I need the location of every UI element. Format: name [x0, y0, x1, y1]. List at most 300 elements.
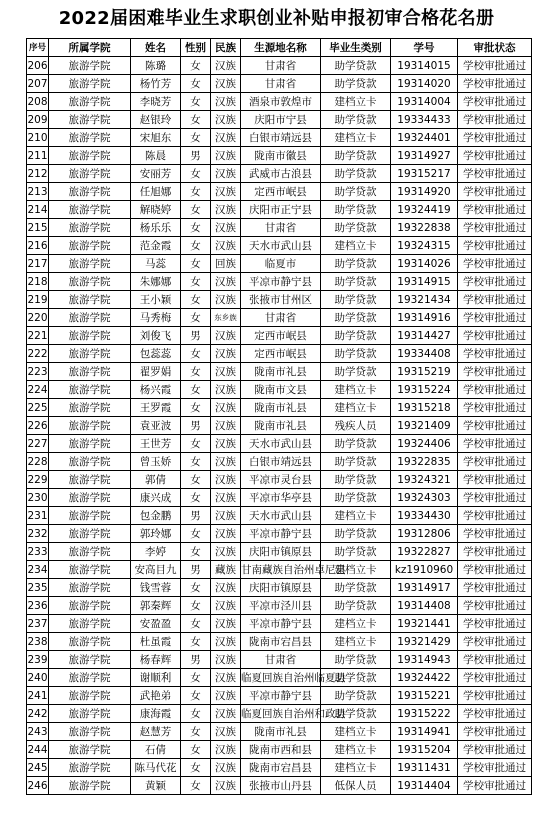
cell-name: 马秀梅 [131, 309, 181, 327]
cell-category: 助学贷款 [321, 705, 391, 723]
cell-gender: 女 [181, 705, 211, 723]
cell-gender: 男 [181, 507, 211, 525]
cell-status: 学校审批通过 [458, 705, 532, 723]
cell-category: 助学贷款 [321, 255, 391, 273]
cell-category: 助学贷款 [321, 489, 391, 507]
cell-status: 学校审批通过 [458, 471, 532, 489]
cell-gender: 女 [181, 57, 211, 75]
cell-name: 任旭娜 [131, 183, 181, 201]
cell-status: 学校审批通过 [458, 633, 532, 651]
cell-college: 旅游学院 [49, 417, 131, 435]
cell-student-id: kz1910960 [391, 561, 458, 579]
cell-seq: 244 [27, 741, 49, 759]
cell-origin: 张掖市甘州区 [241, 291, 321, 309]
cell-origin: 平凉市泾川县 [241, 597, 321, 615]
cell-status: 学校审批通过 [458, 615, 532, 633]
cell-student-id: 19324419 [391, 201, 458, 219]
cell-status: 学校审批通过 [458, 75, 532, 93]
cell-origin: 天水市武山县 [241, 435, 321, 453]
cell-origin: 庆阳市镇原县 [241, 543, 321, 561]
cell-gender: 女 [181, 759, 211, 777]
cell-category: 助学贷款 [321, 111, 391, 129]
cell-student-id: 19314943 [391, 651, 458, 669]
cell-origin: 陇南市礼县 [241, 723, 321, 741]
cell-student-id: 19322835 [391, 453, 458, 471]
cell-origin: 临夏回族自治州临夏县 [241, 669, 321, 687]
table-row [27, 165, 532, 183]
cell-name: 朱娜娜 [131, 273, 181, 291]
cell-status: 学校审批通过 [458, 291, 532, 309]
cell-seq: 211 [27, 147, 49, 165]
cell-origin: 甘肃省 [241, 57, 321, 75]
cell-college: 旅游学院 [49, 705, 131, 723]
cell-status: 学校审批通过 [458, 579, 532, 597]
cell-seq: 237 [27, 615, 49, 633]
cell-name: 王罗霞 [131, 399, 181, 417]
cell-seq: 218 [27, 273, 49, 291]
cell-college: 旅游学院 [49, 561, 131, 579]
cell-category: 助学贷款 [321, 219, 391, 237]
cell-ethnicity: 汉族 [211, 453, 241, 471]
cell-status: 学校审批通过 [458, 327, 532, 345]
table-row [27, 183, 532, 201]
cell-student-id: 19334433 [391, 111, 458, 129]
cell-college: 旅游学院 [49, 669, 131, 687]
cell-origin: 甘南藏族自治州卓尼县 [241, 561, 321, 579]
cell-origin: 陇南市礼县 [241, 363, 321, 381]
cell-status: 学校审批通过 [458, 219, 532, 237]
cell-gender: 女 [181, 615, 211, 633]
cell-student-id: 19314915 [391, 273, 458, 291]
cell-status: 学校审批通过 [458, 363, 532, 381]
cell-seq: 219 [27, 291, 49, 309]
cell-category: 助学贷款 [321, 201, 391, 219]
cell-name: 翟罗娟 [131, 363, 181, 381]
cell-gender: 女 [181, 165, 211, 183]
cell-origin: 庆阳市镇原县 [241, 579, 321, 597]
cell-name: 郭倩 [131, 471, 181, 489]
cell-student-id: 19311431 [391, 759, 458, 777]
cell-name: 陈马代花 [131, 759, 181, 777]
cell-seq: 235 [27, 579, 49, 597]
table-row [27, 291, 532, 309]
cell-category: 助学贷款 [321, 345, 391, 363]
cell-origin: 甘肃省 [241, 651, 321, 669]
cell-seq: 206 [27, 57, 49, 75]
table-row [27, 687, 532, 705]
cell-status: 学校审批通过 [458, 57, 532, 75]
cell-seq: 241 [27, 687, 49, 705]
cell-ethnicity: 汉族 [211, 417, 241, 435]
cell-student-id: 19314020 [391, 75, 458, 93]
cell-gender: 女 [181, 435, 211, 453]
cell-ethnicity: 汉族 [211, 75, 241, 93]
cell-gender: 女 [181, 471, 211, 489]
table-row [27, 543, 532, 561]
cell-gender: 女 [181, 525, 211, 543]
table-header-row [27, 39, 532, 57]
cell-gender: 女 [181, 75, 211, 93]
cell-ethnicity: 汉族 [211, 291, 241, 309]
cell-college: 旅游学院 [49, 237, 131, 255]
cell-status: 学校审批通过 [458, 237, 532, 255]
cell-seq: 224 [27, 381, 49, 399]
cell-category: 助学贷款 [321, 471, 391, 489]
cell-seq: 210 [27, 129, 49, 147]
cell-name: 包蕊蕊 [131, 345, 181, 363]
table-row [27, 129, 532, 147]
cell-category: 助学贷款 [321, 327, 391, 345]
table-row [27, 669, 532, 687]
table-row [27, 435, 532, 453]
cell-category: 建档立卡 [321, 399, 391, 417]
cell-seq: 238 [27, 633, 49, 651]
table-row [27, 345, 532, 363]
cell-gender: 女 [181, 777, 211, 795]
cell-category: 建档立卡 [321, 93, 391, 111]
table-row [27, 219, 532, 237]
cell-college: 旅游学院 [49, 489, 131, 507]
cell-category: 残疾人员 [321, 417, 391, 435]
cell-origin: 陇南市西和县 [241, 741, 321, 759]
cell-seq: 228 [27, 453, 49, 471]
cell-ethnicity: 汉族 [211, 723, 241, 741]
cell-college: 旅游学院 [49, 579, 131, 597]
cell-ethnicity: 汉族 [211, 633, 241, 651]
table-row [27, 147, 532, 165]
cell-name: 郭玲娜 [131, 525, 181, 543]
table-row [27, 417, 532, 435]
table-row [27, 777, 532, 795]
cell-ethnicity: 汉族 [211, 183, 241, 201]
table-row [27, 759, 532, 777]
cell-college: 旅游学院 [49, 471, 131, 489]
cell-gender: 女 [181, 543, 211, 561]
cell-gender: 女 [181, 687, 211, 705]
table-row [27, 111, 532, 129]
cell-status: 学校审批通过 [458, 165, 532, 183]
cell-student-id: 19314941 [391, 723, 458, 741]
cell-seq: 233 [27, 543, 49, 561]
cell-ethnicity: 汉族 [211, 615, 241, 633]
cell-student-id: 19312806 [391, 525, 458, 543]
cell-ethnicity: 汉族 [211, 759, 241, 777]
cell-seq: 216 [27, 237, 49, 255]
cell-ethnicity: 汉族 [211, 507, 241, 525]
cell-gender: 女 [181, 183, 211, 201]
cell-status: 学校审批通过 [458, 561, 532, 579]
cell-college: 旅游学院 [49, 633, 131, 651]
table-row [27, 75, 532, 93]
cell-student-id: 19324422 [391, 669, 458, 687]
cell-status: 学校审批通过 [458, 201, 532, 219]
cell-student-id: 19314404 [391, 777, 458, 795]
cell-student-id: 19314026 [391, 255, 458, 273]
cell-ethnicity: 汉族 [211, 471, 241, 489]
table-body [27, 57, 532, 795]
cell-status: 学校审批通过 [458, 147, 532, 165]
cell-college: 旅游学院 [49, 309, 131, 327]
cell-name: 郭秦辉 [131, 597, 181, 615]
cell-origin: 酒泉市敦煌市 [241, 93, 321, 111]
table-row [27, 525, 532, 543]
cell-name: 杜虽霞 [131, 633, 181, 651]
table-row [27, 705, 532, 723]
cell-college: 旅游学院 [49, 147, 131, 165]
cell-ethnicity: 汉族 [211, 435, 241, 453]
cell-college: 旅游学院 [49, 111, 131, 129]
cell-name: 康兴成 [131, 489, 181, 507]
cell-gender: 女 [181, 273, 211, 291]
cell-student-id: 19314015 [391, 57, 458, 75]
cell-college: 旅游学院 [49, 93, 131, 111]
cell-status: 学校审批通过 [458, 345, 532, 363]
cell-category: 助学贷款 [321, 363, 391, 381]
cell-name: 包金鹏 [131, 507, 181, 525]
table-row [27, 489, 532, 507]
cell-status: 学校审批通过 [458, 273, 532, 291]
cell-seq: 226 [27, 417, 49, 435]
cell-category: 建档立卡 [321, 741, 391, 759]
roster-table [26, 38, 532, 795]
cell-student-id: 19315218 [391, 399, 458, 417]
cell-student-id: 19334430 [391, 507, 458, 525]
cell-seq: 243 [27, 723, 49, 741]
cell-name: 安盈盈 [131, 615, 181, 633]
cell-name: 钱雪蓉 [131, 579, 181, 597]
cell-college: 旅游学院 [49, 507, 131, 525]
col-header-origin: 生源地名称 [241, 39, 321, 57]
cell-seq: 234 [27, 561, 49, 579]
cell-origin: 天水市武山县 [241, 507, 321, 525]
cell-gender: 女 [181, 201, 211, 219]
cell-name: 李婷 [131, 543, 181, 561]
cell-ethnicity: 汉族 [211, 543, 241, 561]
cell-gender: 女 [181, 219, 211, 237]
cell-student-id: 19334408 [391, 345, 458, 363]
col-header-college: 所属学院 [49, 39, 131, 57]
cell-student-id: 19322827 [391, 543, 458, 561]
cell-category: 助学贷款 [321, 453, 391, 471]
cell-name: 曾玉娇 [131, 453, 181, 471]
cell-college: 旅游学院 [49, 615, 131, 633]
cell-origin: 陇南市礼县 [241, 417, 321, 435]
table-row [27, 597, 532, 615]
cell-student-id: 19315217 [391, 165, 458, 183]
cell-ethnicity: 东乡族 [211, 309, 241, 327]
cell-college: 旅游学院 [49, 327, 131, 345]
cell-name: 赵银玲 [131, 111, 181, 129]
cell-seq: 232 [27, 525, 49, 543]
table-row [27, 507, 532, 525]
cell-college: 旅游学院 [49, 57, 131, 75]
cell-origin: 甘肃省 [241, 219, 321, 237]
cell-status: 学校审批通过 [458, 777, 532, 795]
cell-student-id: 19321409 [391, 417, 458, 435]
cell-category: 建档立卡 [321, 723, 391, 741]
cell-seq: 217 [27, 255, 49, 273]
table-row [27, 237, 532, 255]
cell-ethnicity: 汉族 [211, 273, 241, 291]
cell-seq: 240 [27, 669, 49, 687]
cell-ethnicity: 汉族 [211, 219, 241, 237]
cell-category: 建档立卡 [321, 615, 391, 633]
table-row [27, 201, 532, 219]
cell-college: 旅游学院 [49, 525, 131, 543]
cell-status: 学校审批通过 [458, 129, 532, 147]
cell-ethnicity: 汉族 [211, 741, 241, 759]
cell-college: 旅游学院 [49, 723, 131, 741]
table-row [27, 723, 532, 741]
cell-college: 旅游学院 [49, 543, 131, 561]
col-header-student-id: 学号 [391, 39, 458, 57]
col-header-seq: 序号 [27, 39, 49, 57]
table-row [27, 93, 532, 111]
cell-seq: 221 [27, 327, 49, 345]
cell-category: 建档立卡 [321, 237, 391, 255]
cell-college: 旅游学院 [49, 291, 131, 309]
cell-name: 杨兴霞 [131, 381, 181, 399]
cell-category: 助学贷款 [321, 651, 391, 669]
cell-college: 旅游学院 [49, 345, 131, 363]
cell-college: 旅游学院 [49, 165, 131, 183]
cell-gender: 女 [181, 345, 211, 363]
cell-gender: 女 [181, 291, 211, 309]
cell-college: 旅游学院 [49, 777, 131, 795]
page-title: 2022届困难毕业生求职创业补贴申报初审合格花名册 [58, 8, 495, 29]
table-row [27, 57, 532, 75]
cell-gender: 男 [181, 327, 211, 345]
cell-college: 旅游学院 [49, 381, 131, 399]
cell-name: 石倩 [131, 741, 181, 759]
cell-gender: 女 [181, 111, 211, 129]
cell-gender: 女 [181, 129, 211, 147]
cell-seq: 223 [27, 363, 49, 381]
cell-origin: 定西市岷县 [241, 183, 321, 201]
cell-college: 旅游学院 [49, 183, 131, 201]
col-header-status: 审批状态 [458, 39, 532, 57]
cell-name: 陈璐 [131, 57, 181, 75]
cell-gender: 女 [181, 255, 211, 273]
cell-gender: 男 [181, 147, 211, 165]
cell-gender: 男 [181, 417, 211, 435]
table-row [27, 273, 532, 291]
table-row [27, 633, 532, 651]
cell-origin: 平凉市静宁县 [241, 525, 321, 543]
cell-ethnicity: 汉族 [211, 129, 241, 147]
cell-name: 袁亚波 [131, 417, 181, 435]
cell-name: 安高目九 [131, 561, 181, 579]
cell-student-id: 19321429 [391, 633, 458, 651]
cell-student-id: 19314920 [391, 183, 458, 201]
cell-college: 旅游学院 [49, 435, 131, 453]
cell-college: 旅游学院 [49, 651, 131, 669]
cell-ethnicity: 汉族 [211, 57, 241, 75]
cell-category: 建档立卡 [321, 759, 391, 777]
cell-seq: 209 [27, 111, 49, 129]
cell-name: 陈晨 [131, 147, 181, 165]
cell-name: 王小颖 [131, 291, 181, 309]
cell-student-id: 19324303 [391, 489, 458, 507]
cell-ethnicity: 汉族 [211, 579, 241, 597]
table-row [27, 327, 532, 345]
cell-status: 学校审批通过 [458, 687, 532, 705]
cell-origin: 白银市靖远县 [241, 129, 321, 147]
cell-gender: 男 [181, 561, 211, 579]
cell-gender: 女 [181, 453, 211, 471]
cell-origin: 庆阳市宁县 [241, 111, 321, 129]
cell-origin: 陇南市宕昌县 [241, 633, 321, 651]
col-header-category: 毕业生类别 [321, 39, 391, 57]
col-header-gender: 性别 [181, 39, 211, 57]
cell-ethnicity: 汉族 [211, 93, 241, 111]
cell-student-id: 19321434 [391, 291, 458, 309]
cell-category: 助学贷款 [321, 57, 391, 75]
cell-student-id: 19315221 [391, 687, 458, 705]
cell-gender: 女 [181, 399, 211, 417]
cell-origin: 平凉市静宁县 [241, 615, 321, 633]
cell-college: 旅游学院 [49, 129, 131, 147]
cell-student-id: 19321441 [391, 615, 458, 633]
cell-origin: 定西市岷县 [241, 345, 321, 363]
cell-gender: 女 [181, 93, 211, 111]
cell-student-id: 19315219 [391, 363, 458, 381]
cell-ethnicity: 汉族 [211, 201, 241, 219]
cell-ethnicity: 汉族 [211, 777, 241, 795]
table-row [27, 399, 532, 417]
cell-seq: 220 [27, 309, 49, 327]
cell-origin: 平凉市静宁县 [241, 687, 321, 705]
cell-gender: 女 [181, 237, 211, 255]
table-row [27, 453, 532, 471]
table-row [27, 309, 532, 327]
cell-ethnicity: 汉族 [211, 237, 241, 255]
cell-student-id: 19314004 [391, 93, 458, 111]
cell-origin: 陇南市礼县 [241, 399, 321, 417]
cell-name: 王世芳 [131, 435, 181, 453]
cell-seq: 231 [27, 507, 49, 525]
cell-origin: 临夏回族自治州和政县 [241, 705, 321, 723]
cell-student-id: 19324315 [391, 237, 458, 255]
cell-gender: 女 [181, 309, 211, 327]
cell-seq: 236 [27, 597, 49, 615]
cell-category: 助学贷款 [321, 579, 391, 597]
cell-ethnicity: 汉族 [211, 399, 241, 417]
cell-student-id: 19324406 [391, 435, 458, 453]
cell-college: 旅游学院 [49, 687, 131, 705]
cell-name: 黄颖 [131, 777, 181, 795]
cell-ethnicity: 汉族 [211, 165, 241, 183]
cell-status: 学校审批通过 [458, 543, 532, 561]
cell-college: 旅游学院 [49, 363, 131, 381]
cell-category: 助学贷款 [321, 669, 391, 687]
cell-college: 旅游学院 [49, 759, 131, 777]
cell-ethnicity: 汉族 [211, 111, 241, 129]
cell-gender: 女 [181, 669, 211, 687]
cell-status: 学校审批通过 [458, 255, 532, 273]
cell-status: 学校审批通过 [458, 597, 532, 615]
cell-name: 赵慧芳 [131, 723, 181, 741]
cell-gender: 男 [181, 651, 211, 669]
table-row [27, 255, 532, 273]
cell-origin: 临夏市 [241, 255, 321, 273]
cell-origin: 平凉市静宁县 [241, 273, 321, 291]
cell-seq: 213 [27, 183, 49, 201]
cell-gender: 女 [181, 381, 211, 399]
cell-gender: 女 [181, 363, 211, 381]
cell-gender: 女 [181, 633, 211, 651]
cell-seq: 214 [27, 201, 49, 219]
